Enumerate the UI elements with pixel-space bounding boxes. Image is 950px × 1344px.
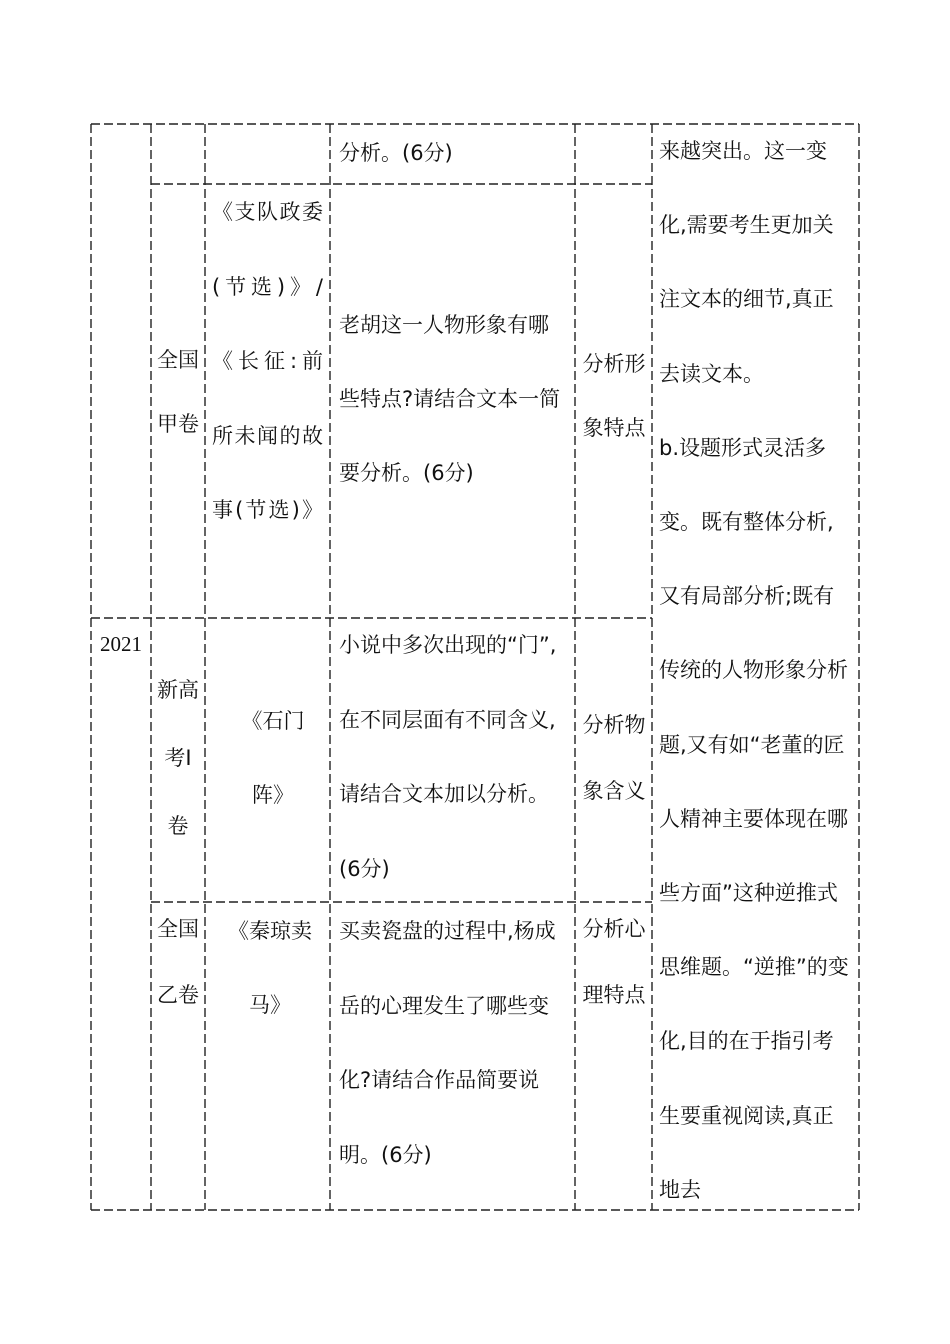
source-text: 《支队政委(节选)》/《长征:前所未闻的故事(节选)》 bbox=[212, 200, 323, 522]
question-cell-top bbox=[339, 116, 571, 190]
year-cell bbox=[93, 609, 149, 679]
commentary-cell bbox=[659, 114, 852, 1227]
type-text: 分析物象含义 bbox=[582, 713, 646, 803]
paper-cell-xgk bbox=[154, 656, 202, 860]
question-cell-yi bbox=[339, 894, 569, 1192]
paper-cell-yi bbox=[154, 896, 202, 1028]
paper-label: 全国乙卷 bbox=[157, 917, 199, 1007]
question-cell-jia bbox=[339, 288, 569, 510]
source-text: 《秦琼卖马》 bbox=[228, 919, 312, 1017]
type-text: 分析心理特点 bbox=[582, 917, 646, 1007]
paper-label: 全国甲卷 bbox=[157, 348, 199, 436]
question-text: 小说中多次出现的“门”,在不同层面有不同含义,请结合文本加以分析。(6分) bbox=[339, 633, 557, 881]
source-text: 《石门阵》 bbox=[241, 709, 305, 807]
type-cell-yi bbox=[578, 896, 650, 1028]
type-cell-xgk bbox=[578, 692, 650, 824]
question-text: 老胡这一人物形象有哪些特点?请结合文本一简要分析。(6分) bbox=[339, 313, 561, 485]
commentary-text-b: b.设题形式灵活多变。既有整体分析,又有局部分析;既有传统的人物形象分析题,又有如“老董的匠人精神主要体现在哪些方面”这种逆推式思维题。“逆推”的变化,目的在于指引考生要重视阅读,真正地去 bbox=[659, 435, 849, 1202]
question-cell-xgk bbox=[339, 608, 569, 906]
text-cell-jia bbox=[212, 175, 323, 548]
paper-cell-jia bbox=[154, 328, 202, 456]
type-cell-jia bbox=[578, 332, 650, 460]
question-text: 分析。(6分) bbox=[339, 141, 453, 165]
year-text: 2021 bbox=[100, 632, 142, 656]
question-text: 买卖瓷盘的过程中,杨成岳的心理发生了哪些变化?请结合作品简要说明。(6分) bbox=[339, 919, 556, 1167]
text-cell-yi bbox=[222, 894, 318, 1042]
commentary-text-a: 来越突出。这一变化,需要考生更加关注文本的细节,真正去读文本。 bbox=[659, 139, 834, 386]
type-text: 分析形象特点 bbox=[582, 352, 646, 440]
paper-label: 新高考Ⅰ卷 bbox=[157, 678, 199, 838]
text-cell-xgk bbox=[240, 684, 306, 832]
